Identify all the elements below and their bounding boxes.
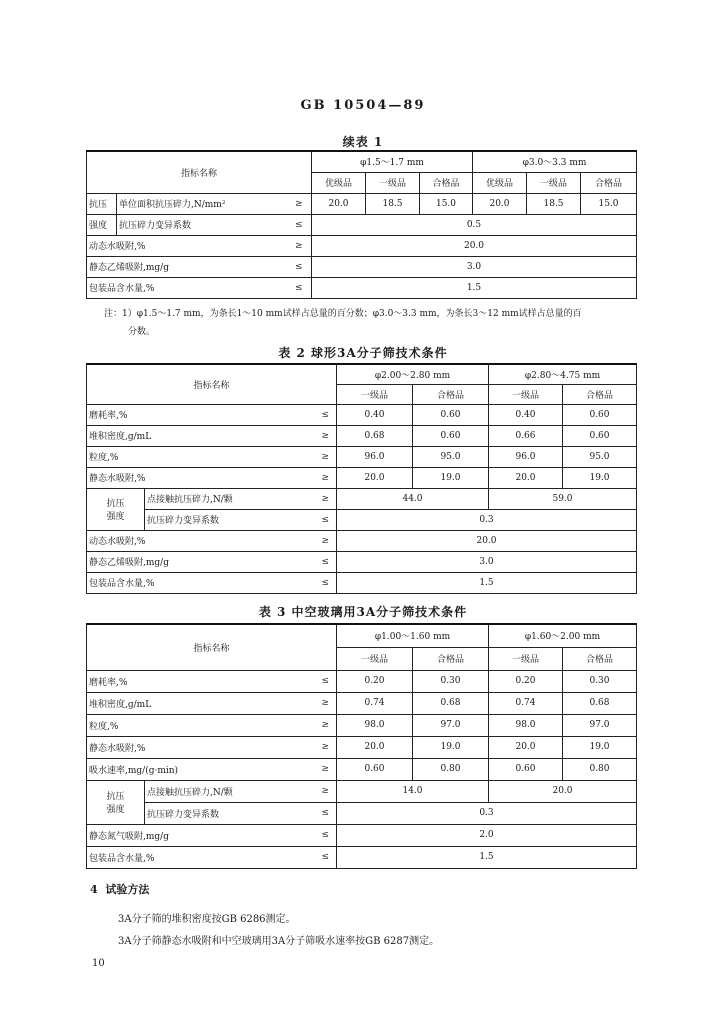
table3-row-op: ≤ <box>315 670 337 692</box>
table2-row-name: 粒度,% <box>87 446 315 467</box>
page-number: 10 <box>92 958 105 969</box>
table3-row-name: 包装品含水量,% <box>87 846 315 868</box>
table3-row-op: ≤ <box>315 802 337 824</box>
table3-row-op: ≥ <box>315 758 337 780</box>
table2-cell: 0.68 <box>337 425 413 446</box>
section-paragraph-1: 3A分子筛的堆积密度按GB 6286测定。 <box>118 914 296 925</box>
table3-row-op: ≥ <box>315 780 337 802</box>
table1-row-name: 动态水吸附,% <box>87 235 287 256</box>
table3-cell: 97.0 <box>413 714 489 736</box>
table3-cell: 0.30 <box>413 670 489 692</box>
table3-cell: 98.0 <box>489 714 563 736</box>
table2-grade: 一级品 <box>337 384 413 404</box>
table2-cell: 20.0 <box>489 467 563 488</box>
table2-cell: 59.0 <box>489 488 637 509</box>
table3-group-1: φ1.00～1.60 mm <box>337 624 489 647</box>
table1-grade: 合格品 <box>581 172 637 193</box>
table3-caption: 表 3 中空玻璃用3A分子筛技术条件 <box>258 605 468 619</box>
table1-grade: 一级品 <box>366 172 420 193</box>
table2-row-name: 点接触抗压碎力,N/颗 <box>145 488 315 509</box>
table3-cell: 0.60 <box>337 758 413 780</box>
table1-row-op: ≤ <box>287 214 312 235</box>
table3-row-name: 抗压碎力变异系数 <box>145 802 315 824</box>
table3-row-name: 堆积密度,g/mL <box>87 692 315 714</box>
table3-cell: 2.0 <box>337 824 637 846</box>
table2-row-name: 磨耗率,% <box>87 404 315 425</box>
table2-row-op: ≤ <box>315 572 337 593</box>
table1-cell: 20.0 <box>312 193 366 214</box>
table3-cell: 0.3 <box>337 802 637 824</box>
table3-row-op: ≥ <box>315 736 337 758</box>
table3-cell: 0.80 <box>413 758 489 780</box>
table3-row-name: 粒度,% <box>87 714 315 736</box>
table2-row-op: ≥ <box>315 425 337 446</box>
table3-grade: 一级品 <box>337 647 413 670</box>
table3-cell: 0.60 <box>489 758 563 780</box>
table2-caption: 表 2 球形3A分子筛技术条件 <box>278 346 448 360</box>
table1-row-name: 包装品含水量,% <box>87 277 287 298</box>
table3-row-op: ≤ <box>315 824 337 846</box>
table3-row-name: 静态氮气吸附,mg/g <box>87 824 315 846</box>
table1-row-op: ≥ <box>287 193 312 214</box>
table2-cell: 95.0 <box>413 446 489 467</box>
table3-grade: 合格品 <box>563 647 637 670</box>
table2-cell: 1.5 <box>337 572 637 593</box>
table1-group-1: φ1.5～1.7 mm <box>312 151 473 172</box>
table1-cell: 20.0 <box>473 193 527 214</box>
table3-cell: 0.30 <box>563 670 637 692</box>
table1-cell: 0.5 <box>312 214 637 235</box>
table3-cell: 19.0 <box>563 736 637 758</box>
table1-row-name: 抗压碎力变异系数 <box>117 214 287 235</box>
table1-caption: 续表 1 <box>342 135 384 149</box>
table3-row-name: 静态水吸附,% <box>87 736 315 758</box>
section-number: 4 <box>90 883 98 896</box>
table1-row-op: ≤ <box>287 277 312 298</box>
table2-row-op: ≤ <box>315 551 337 572</box>
table2-cell: 0.40 <box>337 404 413 425</box>
table2-group-label-1: 抗压 <box>106 499 125 509</box>
table2-cell: 20.0 <box>337 530 637 551</box>
table1-note-line-2: 分数。 <box>128 327 156 337</box>
table1-row-name: 单位面积抗压碎力,N/mm² <box>117 193 287 214</box>
table2-grade: 合格品 <box>563 384 637 404</box>
table2-cell: 0.60 <box>413 404 489 425</box>
table2-cell: 95.0 <box>563 446 637 467</box>
table1-grade: 一级品 <box>527 172 581 193</box>
table3-cell: 97.0 <box>563 714 637 736</box>
table3-cell: 20.0 <box>337 736 413 758</box>
table2-row-name: 静态乙烯吸附,mg/g <box>87 551 315 572</box>
table1-group-2: φ3.0～3.3 mm <box>473 151 637 172</box>
table2-cell: 3.0 <box>337 551 637 572</box>
table3-cell: 0.68 <box>563 692 637 714</box>
table2-row-op: ≥ <box>315 530 337 551</box>
table2-grade: 合格品 <box>413 384 489 404</box>
table2-row-name: 静态水吸附,% <box>87 467 315 488</box>
table1 <box>86 150 637 299</box>
table1-row-op: ≤ <box>287 256 312 277</box>
table3-cell: 0.74 <box>489 692 563 714</box>
table1-group-label-2: 强度 <box>87 214 117 235</box>
table3-cell: 20.0 <box>489 736 563 758</box>
table2-cell: 96.0 <box>337 446 413 467</box>
table2-row-name: 动态水吸附,% <box>87 530 315 551</box>
table2-cell: 0.66 <box>489 425 563 446</box>
table1-cell: 15.0 <box>581 193 637 214</box>
table2-cell: 0.60 <box>563 425 637 446</box>
table3-item-header: 指标名称 <box>87 624 337 670</box>
table2-row-name: 包装品含水量,% <box>87 572 315 593</box>
table2-cell: 0.60 <box>413 425 489 446</box>
table3-row-op: ≤ <box>315 846 337 868</box>
table2-cell: 0.40 <box>489 404 563 425</box>
table3-group-label-1: 抗压 <box>106 792 125 802</box>
table1-cell: 20.0 <box>312 235 637 256</box>
table3-grade: 合格品 <box>413 647 489 670</box>
table2-row-name: 堆积密度,g/mL <box>87 425 315 446</box>
table2 <box>86 363 637 594</box>
table3-cell: 0.80 <box>563 758 637 780</box>
table2-group-2: φ2.80～4.75 mm <box>489 364 637 384</box>
table2-cell: 19.0 <box>563 467 637 488</box>
table2-row-op: ≥ <box>315 446 337 467</box>
table2-cell: 44.0 <box>337 488 489 509</box>
table3-cell: 20.0 <box>489 780 637 802</box>
table1-cell: 1.5 <box>312 277 637 298</box>
table3-row-op: ≥ <box>315 692 337 714</box>
table3-cell: 0.68 <box>413 692 489 714</box>
table2-cell: 20.0 <box>337 467 413 488</box>
table2-row-op: ≥ <box>315 488 337 509</box>
table1-group-label-1: 抗压 <box>87 193 117 214</box>
table3-group-2: φ1.60～2.00 mm <box>489 624 637 647</box>
section-title: 试验方法 <box>105 883 150 896</box>
table3-cell: 0.20 <box>337 670 413 692</box>
table2-row-op: ≤ <box>315 509 337 530</box>
table1-grade: 合格品 <box>420 172 473 193</box>
table2-item-header: 指标名称 <box>87 364 337 404</box>
table1-item-header: 指标名称 <box>87 151 312 193</box>
table2-row-op: ≤ <box>315 404 337 425</box>
table1-grade: 优级品 <box>473 172 527 193</box>
table1-cell: 18.5 <box>527 193 581 214</box>
section-heading <box>90 881 149 897</box>
table2-cell: 19.0 <box>413 467 489 488</box>
table2-cell: 96.0 <box>489 446 563 467</box>
standard-header: GB 10504—89 <box>300 98 426 113</box>
section-paragraph-2: 3A分子筛静态水吸附和中空玻璃用3A分子筛吸水速率按GB 6287测定。 <box>118 936 440 947</box>
table1-cell: 3.0 <box>312 256 637 277</box>
table3-cell: 14.0 <box>337 780 489 802</box>
table2-group-1: φ2.00～2.80 mm <box>337 364 489 384</box>
table3-cell: 98.0 <box>337 714 413 736</box>
table2-group-label <box>87 488 145 530</box>
table3-cell: 19.0 <box>413 736 489 758</box>
table2-cell: 0.60 <box>563 404 637 425</box>
table3-cell: 0.20 <box>489 670 563 692</box>
table1-grade: 优级品 <box>312 172 366 193</box>
table2-row-name: 抗压碎力变异系数 <box>145 509 315 530</box>
table3-row-name: 磨耗率,% <box>87 670 315 692</box>
table3-row-name: 吸水速率,mg/(g·min) <box>87 758 315 780</box>
table3-cell: 0.74 <box>337 692 413 714</box>
table3-row-op: ≥ <box>315 714 337 736</box>
table3-cell: 1.5 <box>337 846 637 868</box>
table2-grade: 一级品 <box>489 384 563 404</box>
table2-group-label-2: 强度 <box>106 512 125 522</box>
table3-row-name: 点接触抗压碎力,N/颗 <box>145 780 315 802</box>
table1-row-op: ≥ <box>287 235 312 256</box>
table1-cell: 18.5 <box>366 193 420 214</box>
table2-row-op: ≥ <box>315 467 337 488</box>
table3-grade: 一级品 <box>489 647 563 670</box>
table3-group-label <box>87 780 145 824</box>
table1-row-name: 静态乙烯吸附,mg/g <box>87 256 287 277</box>
table3-group-label-2: 强度 <box>106 805 125 815</box>
table2-cell: 0.3 <box>337 509 637 530</box>
table1-cell: 15.0 <box>420 193 473 214</box>
table1-note-line-1: 注：1）φ1.5～1.7 mm，为条长1～10 mm试样占总量的百分数；φ3.0～3.3 mm，为条长3～12 mm试样占总量的百 <box>104 309 582 319</box>
table3 <box>86 623 637 869</box>
